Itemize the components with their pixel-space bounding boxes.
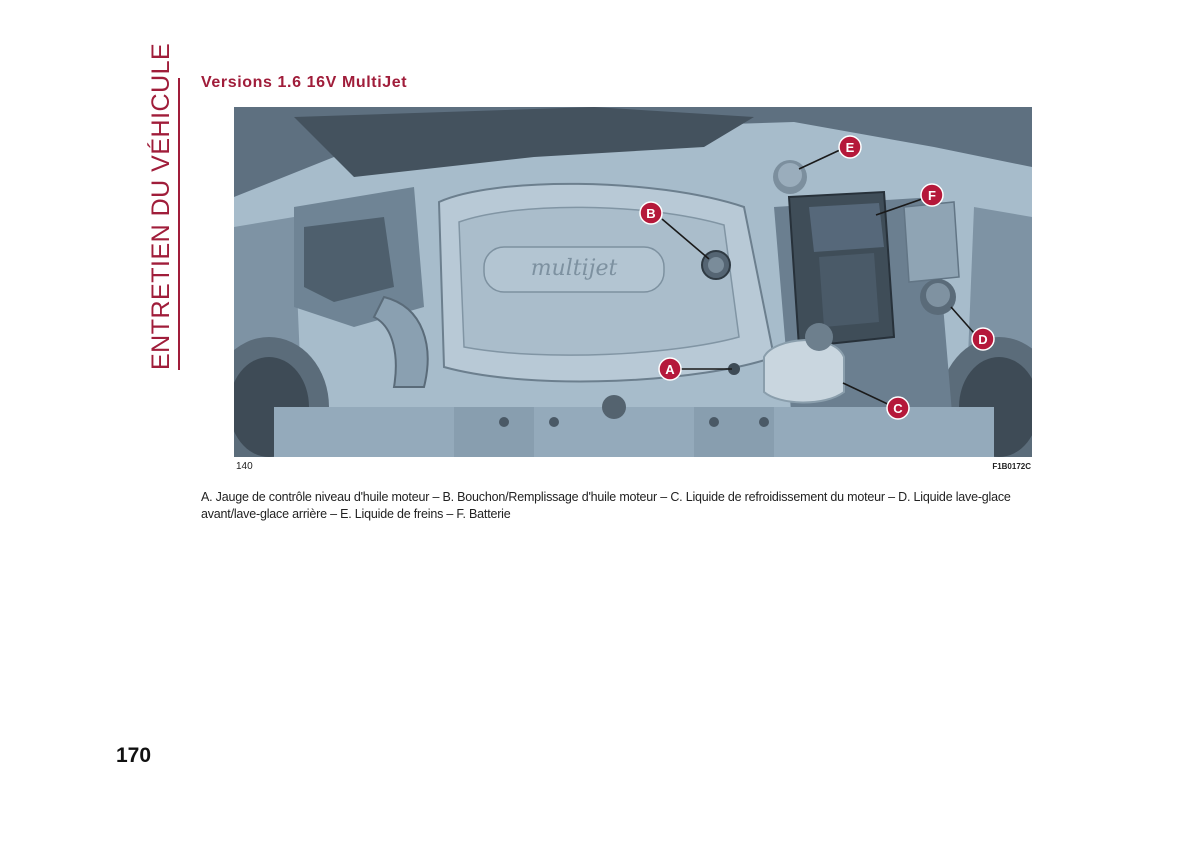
chapter-side-title [141, 42, 181, 370]
figure-number: 140 [236, 461, 253, 472]
callout-a [659, 358, 681, 380]
page-number: 170 [116, 744, 152, 767]
callout-f [921, 184, 943, 206]
callout-d-label: D [978, 332, 988, 347]
callout-d [972, 328, 994, 350]
engine-cover-logo: multijet [530, 256, 618, 281]
callout-e [839, 136, 861, 158]
callout-a-label: A [665, 362, 675, 377]
callout-c-label: C [893, 401, 903, 416]
callout-f-label: F [928, 188, 936, 203]
engine-bay-illustration [234, 107, 1032, 457]
section-heading: Versions 1.6 16V MultiJet [201, 74, 408, 91]
callout-b [640, 202, 662, 224]
callout-b-label: B [646, 206, 656, 221]
chapter-rule [178, 78, 180, 370]
callout-e-label: E [845, 140, 855, 155]
figure-caption: A. Jauge de contrôle niveau d'huile moteur – B. Bouchon/Remplissage d'huile moteur – C. Liquide de refroidissement du moteur – D. Liquide lave-glace avant/lave-glace arrière – E. Liquide de freins – F. Batterie [201, 490, 1011, 521]
figure-code: F1B0172C [992, 462, 1031, 471]
callout-c [887, 397, 909, 419]
chapter-side-title-text: ENTRETIEN DU VÉHICULE [147, 42, 175, 370]
